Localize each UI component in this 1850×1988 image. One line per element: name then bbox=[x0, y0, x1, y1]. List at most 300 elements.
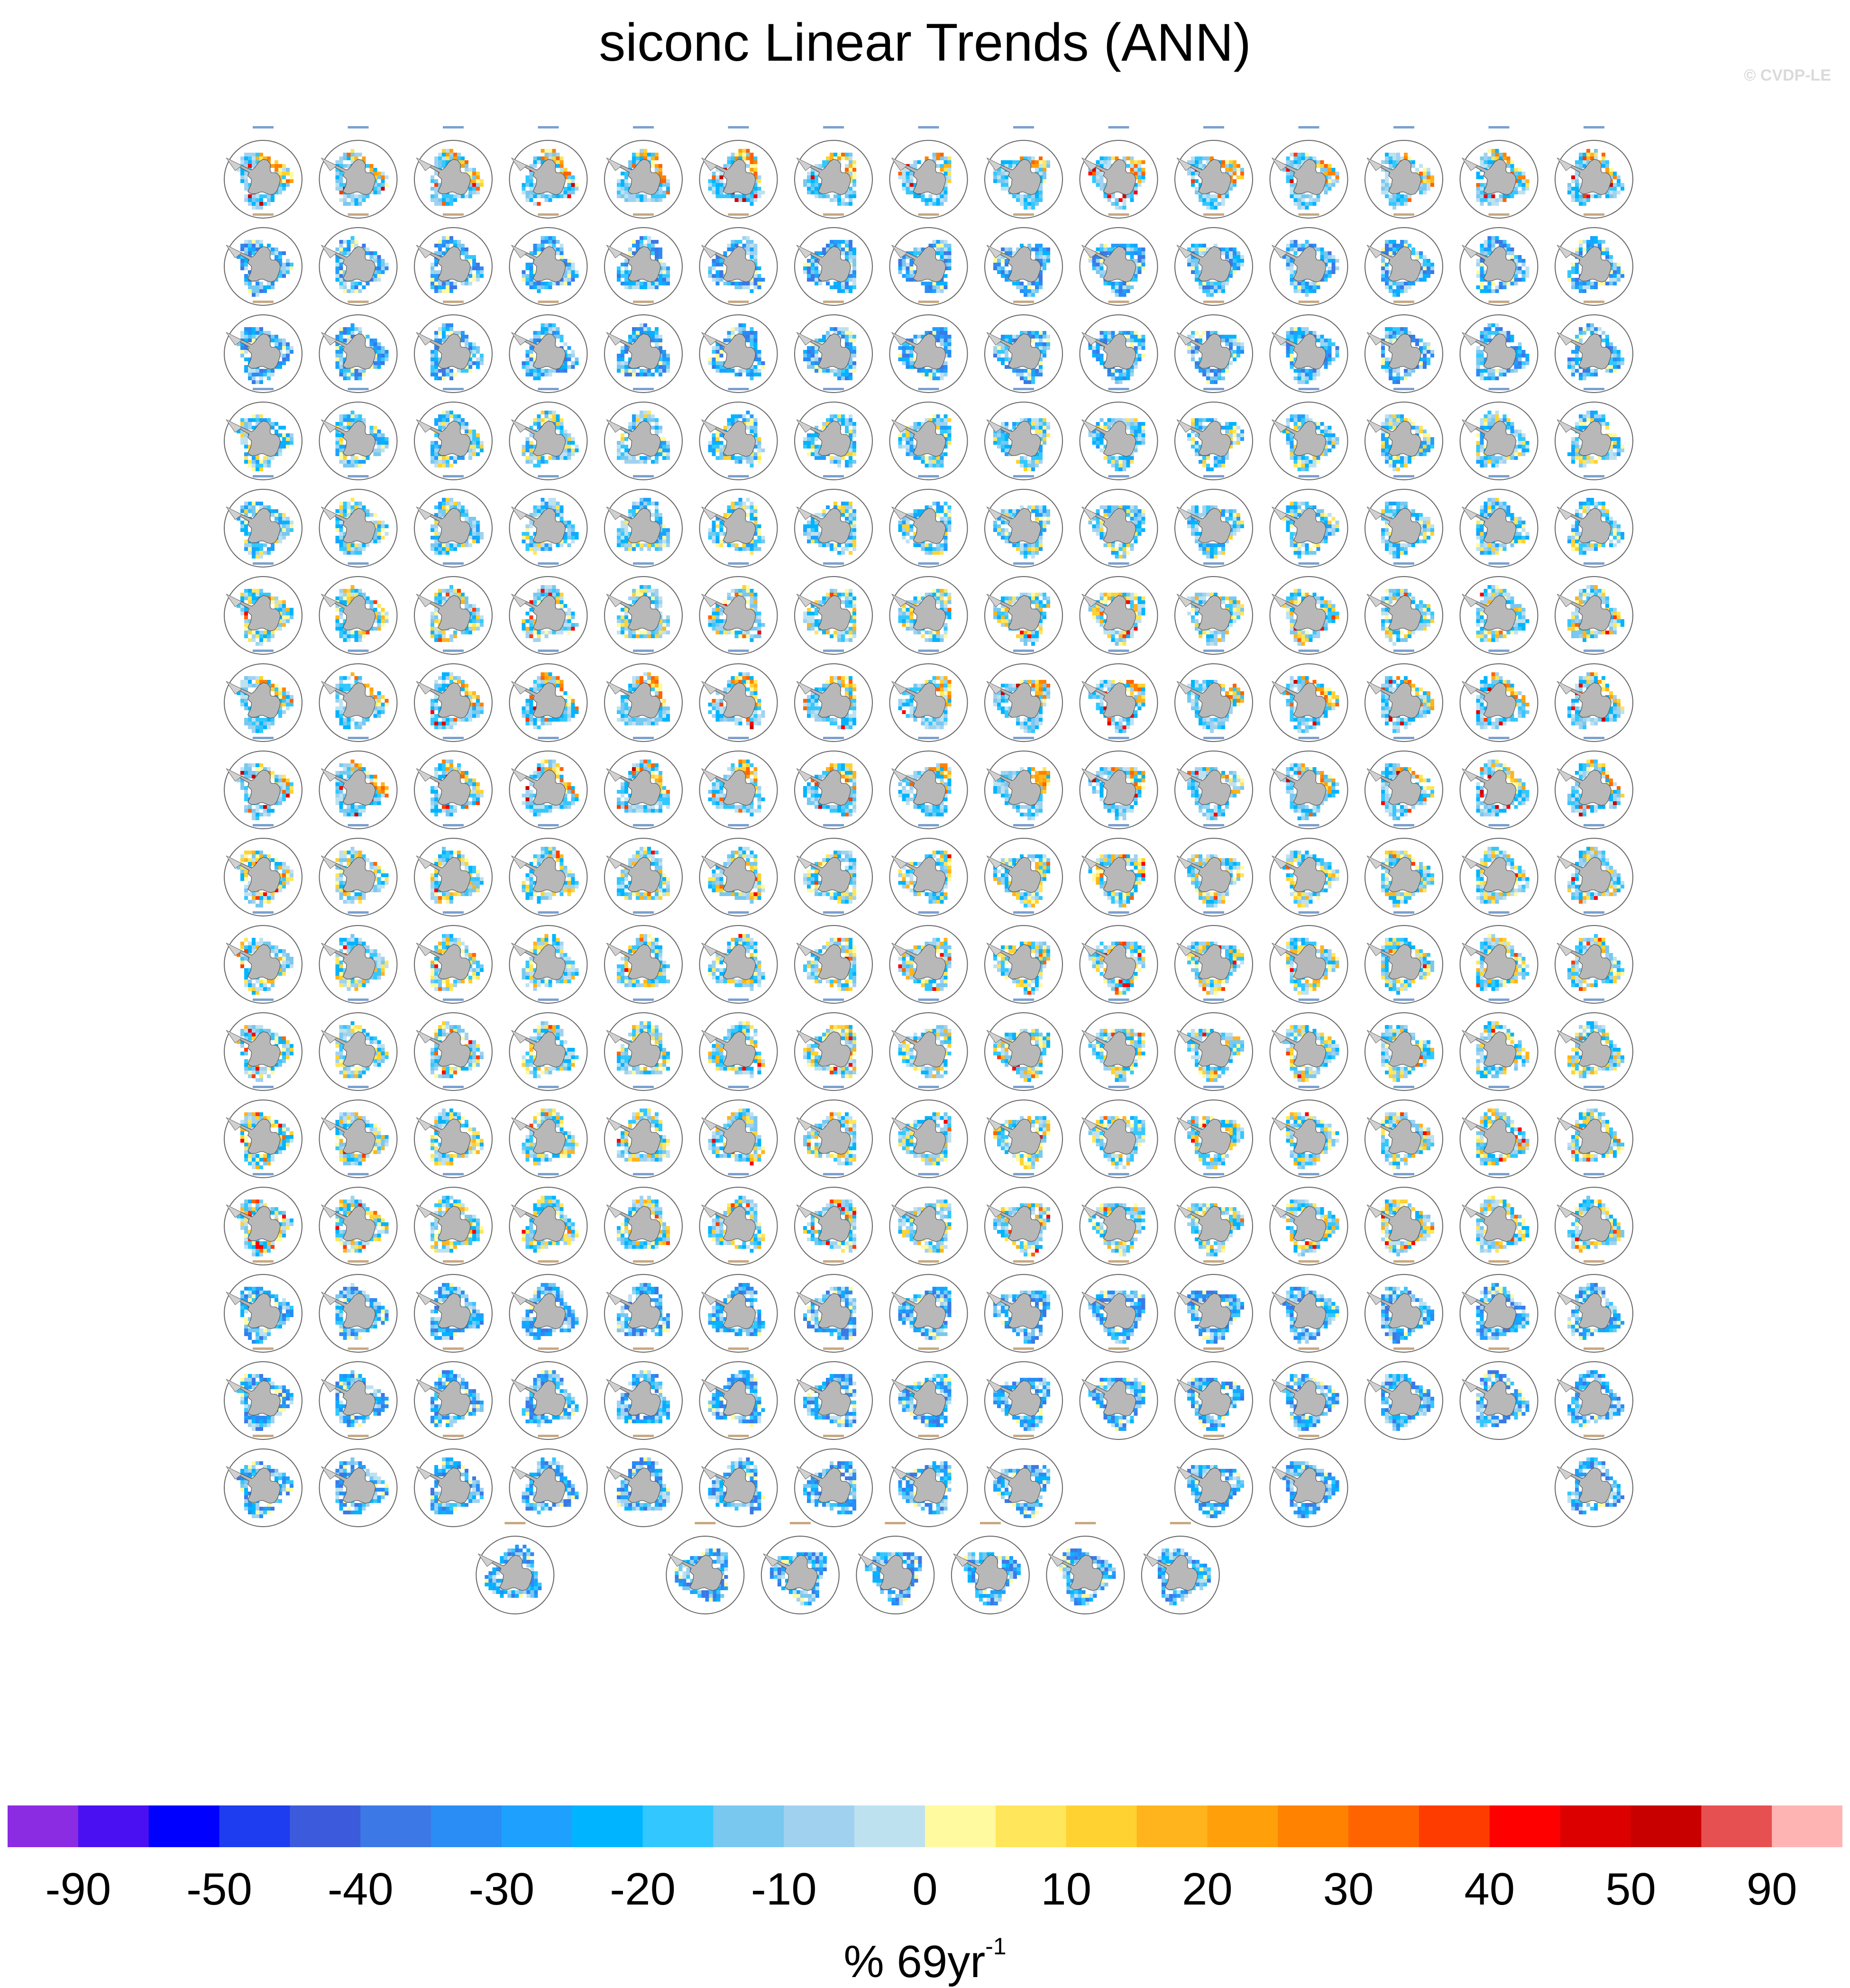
trend-cell bbox=[948, 172, 952, 175]
trend-cell bbox=[259, 202, 263, 206]
trend-cell bbox=[1123, 194, 1126, 198]
trend-cell bbox=[1594, 153, 1598, 156]
trend-cell bbox=[830, 198, 833, 202]
trend-cell bbox=[993, 172, 997, 175]
trend-cell bbox=[434, 187, 438, 191]
trend-cell bbox=[355, 282, 358, 285]
trend-cell bbox=[564, 274, 568, 278]
trend-cell bbox=[933, 198, 936, 202]
trend-cell bbox=[1575, 172, 1579, 175]
trend-cell bbox=[659, 278, 662, 282]
trend-cell bbox=[1427, 187, 1430, 191]
trend-cell bbox=[339, 278, 343, 282]
panel-title bbox=[443, 213, 464, 216]
trend-cell bbox=[1005, 187, 1008, 191]
trend-cell bbox=[541, 236, 545, 240]
trend-cell bbox=[1027, 202, 1031, 206]
trend-cell bbox=[845, 202, 849, 206]
trend-cell bbox=[750, 168, 754, 172]
trend-cell bbox=[446, 194, 449, 198]
trend-cell bbox=[1286, 172, 1290, 175]
trend-cell bbox=[1400, 198, 1404, 202]
trend-cell bbox=[1579, 164, 1583, 168]
trend-cell bbox=[1503, 153, 1507, 156]
trend-cell bbox=[472, 179, 476, 183]
trend-cell bbox=[1313, 202, 1317, 206]
trend-cell bbox=[244, 198, 248, 202]
trend-cell bbox=[1130, 194, 1134, 198]
trend-cell bbox=[852, 194, 856, 198]
trend-cell bbox=[244, 183, 248, 187]
trend-cell bbox=[468, 194, 472, 198]
trend-cell bbox=[530, 183, 533, 187]
trend-cell bbox=[541, 244, 545, 247]
trend-cell bbox=[545, 194, 549, 198]
trend-cell bbox=[724, 194, 727, 198]
trend-cell bbox=[1024, 194, 1027, 198]
trend-cell bbox=[1336, 179, 1339, 183]
trend-cell bbox=[1396, 198, 1400, 202]
trend-cell bbox=[1001, 160, 1005, 164]
map-panel bbox=[604, 126, 682, 218]
trend-cell bbox=[275, 164, 278, 168]
trend-cell bbox=[537, 285, 541, 289]
trend-cell bbox=[461, 164, 465, 168]
trend-cell bbox=[571, 179, 575, 183]
trend-cell bbox=[655, 156, 659, 160]
trend-cell bbox=[339, 175, 343, 179]
trend-cell bbox=[552, 236, 556, 240]
trend-cell bbox=[845, 153, 849, 156]
trend-cell bbox=[560, 244, 564, 247]
trend-cell bbox=[537, 194, 541, 198]
trend-cell bbox=[526, 194, 530, 198]
trend-cell bbox=[1027, 206, 1031, 210]
trend-cell bbox=[1411, 164, 1415, 168]
trend-cell bbox=[1225, 164, 1229, 168]
trend-cell bbox=[1492, 198, 1495, 202]
trend-cell bbox=[750, 240, 754, 244]
trend-cell bbox=[240, 244, 244, 247]
trend-cell bbox=[1298, 194, 1301, 198]
trend-cell bbox=[944, 156, 948, 160]
map-panel bbox=[1555, 126, 1633, 218]
trend-cell bbox=[1221, 160, 1225, 164]
trend-cell bbox=[1096, 179, 1100, 183]
trend-cell bbox=[1236, 175, 1240, 179]
trend-cell bbox=[1108, 194, 1111, 198]
trend-cell bbox=[643, 285, 647, 289]
trend-cell bbox=[1240, 168, 1244, 172]
trend-cell bbox=[651, 198, 655, 202]
trend-cell bbox=[1605, 194, 1609, 198]
trend-cell bbox=[750, 247, 754, 251]
trend-cell bbox=[754, 274, 758, 278]
trend-cell bbox=[1488, 160, 1492, 164]
trend-cell bbox=[662, 179, 666, 183]
trend-cell bbox=[1111, 202, 1115, 206]
trend-cell bbox=[818, 194, 822, 198]
trend-cell bbox=[556, 251, 560, 255]
trend-cell bbox=[549, 282, 552, 285]
trend-cell bbox=[468, 255, 472, 259]
trend-cell bbox=[621, 282, 624, 285]
trend-cell bbox=[1298, 198, 1301, 202]
trend-cell bbox=[1236, 164, 1240, 168]
trend-cell bbox=[366, 164, 370, 168]
map-panel bbox=[320, 213, 397, 305]
trend-cell bbox=[366, 251, 370, 255]
trend-cell bbox=[286, 168, 290, 172]
trend-cell bbox=[1385, 156, 1389, 160]
trend-cell bbox=[1092, 179, 1096, 183]
trend-cell bbox=[940, 164, 944, 168]
trend-cell bbox=[1301, 153, 1305, 156]
trend-cell bbox=[244, 179, 248, 183]
trend-cell bbox=[1594, 149, 1598, 153]
trend-cell bbox=[1046, 160, 1050, 164]
trend-cell bbox=[476, 263, 480, 266]
trend-cell bbox=[472, 168, 476, 172]
trend-cell bbox=[533, 251, 537, 255]
trend-cell bbox=[1104, 194, 1108, 198]
trend-cell bbox=[647, 198, 651, 202]
trend-cell bbox=[1005, 179, 1008, 183]
trend-cell bbox=[1511, 194, 1514, 198]
trend-cell bbox=[286, 259, 290, 263]
trend-cell bbox=[940, 202, 944, 206]
trend-cell bbox=[1035, 194, 1039, 198]
trend-cell bbox=[271, 247, 275, 251]
trend-cell bbox=[374, 168, 377, 172]
trend-cell bbox=[1309, 194, 1313, 198]
trend-cell bbox=[1313, 156, 1317, 160]
trend-cell bbox=[370, 255, 374, 259]
trend-cell bbox=[256, 206, 259, 210]
trend-cell bbox=[1221, 194, 1225, 198]
trend-cell bbox=[385, 183, 389, 187]
trend-cell bbox=[442, 285, 446, 289]
trend-cell bbox=[948, 160, 952, 164]
trend-cell bbox=[716, 187, 720, 191]
trend-cell bbox=[1206, 206, 1210, 210]
trend-cell bbox=[746, 156, 750, 160]
trend-cell bbox=[476, 179, 480, 183]
trend-cell bbox=[1579, 194, 1583, 198]
trend-cell bbox=[651, 285, 655, 289]
trend-cell bbox=[724, 251, 727, 255]
trend-cell bbox=[944, 164, 948, 168]
trend-cell bbox=[750, 255, 754, 259]
trend-cell bbox=[244, 282, 248, 285]
trend-cell bbox=[522, 270, 526, 274]
trend-cell bbox=[1328, 187, 1332, 191]
trend-cell bbox=[997, 172, 1001, 175]
trend-cell bbox=[256, 282, 259, 285]
trend-cell bbox=[1100, 156, 1104, 160]
trend-cell bbox=[731, 240, 735, 244]
trend-cell bbox=[461, 247, 465, 251]
trend-cell bbox=[655, 168, 659, 172]
trend-cell bbox=[549, 153, 552, 156]
trend-cell bbox=[655, 255, 659, 259]
trend-cell bbox=[530, 266, 533, 270]
trend-cell bbox=[461, 160, 465, 164]
trend-cell bbox=[1423, 175, 1427, 179]
trend-cell bbox=[902, 179, 906, 183]
trend-cell bbox=[453, 282, 457, 285]
trend-cell bbox=[434, 183, 438, 187]
trend-cell bbox=[351, 236, 355, 240]
trend-cell bbox=[252, 285, 256, 289]
trend-cell bbox=[1336, 175, 1339, 179]
trend-cell bbox=[438, 251, 442, 255]
trend-cell bbox=[662, 282, 666, 285]
trend-cell bbox=[659, 194, 662, 198]
trend-cell bbox=[815, 187, 818, 191]
trend-cell bbox=[1134, 168, 1138, 172]
trend-cell bbox=[1571, 198, 1575, 202]
trend-cell bbox=[841, 156, 845, 160]
trend-cell bbox=[1332, 183, 1336, 187]
trend-cell bbox=[568, 270, 571, 274]
trend-cell bbox=[708, 270, 712, 274]
trend-cell bbox=[662, 274, 666, 278]
trend-cell bbox=[476, 266, 480, 270]
trend-cell bbox=[720, 278, 724, 282]
trend-cell bbox=[571, 266, 575, 270]
trend-cell bbox=[465, 168, 468, 172]
trend-cell bbox=[545, 285, 549, 289]
trend-cell bbox=[929, 198, 933, 202]
trend-cell bbox=[259, 194, 263, 198]
trend-cell bbox=[1195, 187, 1199, 191]
trend-cell bbox=[628, 247, 632, 251]
trend-cell bbox=[267, 156, 271, 160]
trend-cell bbox=[720, 263, 724, 266]
trend-cell bbox=[1575, 175, 1579, 179]
trend-cell bbox=[1332, 179, 1336, 183]
trend-cell bbox=[366, 282, 370, 285]
trend-cell bbox=[1492, 149, 1495, 153]
trend-cell bbox=[339, 274, 343, 278]
trend-cell bbox=[355, 285, 358, 289]
trend-cell bbox=[449, 236, 453, 240]
trend-cell bbox=[1518, 172, 1522, 175]
map-panel bbox=[795, 126, 872, 218]
trend-cell bbox=[731, 156, 735, 160]
trend-cell bbox=[446, 282, 449, 285]
trend-cell bbox=[1039, 187, 1043, 191]
trend-cell bbox=[822, 194, 826, 198]
trend-cell bbox=[1518, 183, 1522, 187]
trend-cell bbox=[1233, 179, 1236, 183]
trend-cell bbox=[811, 172, 815, 175]
trend-cell bbox=[256, 156, 259, 160]
trend-cell bbox=[1503, 194, 1507, 198]
trend-cell bbox=[651, 160, 655, 164]
trend-cell bbox=[1199, 156, 1202, 160]
trend-cell bbox=[841, 202, 845, 206]
trend-cell bbox=[240, 179, 244, 183]
trend-cell bbox=[940, 194, 944, 198]
trend-cell bbox=[754, 164, 758, 168]
trend-cell bbox=[256, 202, 259, 206]
trend-cell bbox=[248, 251, 252, 255]
trend-cell bbox=[256, 240, 259, 244]
trend-cell bbox=[434, 285, 438, 289]
trend-cell bbox=[446, 202, 449, 206]
trend-cell bbox=[948, 156, 952, 160]
trend-cell bbox=[533, 247, 537, 251]
trend-cell bbox=[564, 259, 568, 263]
trend-cell bbox=[1514, 191, 1518, 194]
trend-cell bbox=[530, 198, 533, 202]
trend-cell bbox=[526, 278, 530, 282]
trend-cell bbox=[430, 179, 434, 183]
trend-cell bbox=[617, 179, 621, 183]
trend-cell bbox=[636, 194, 640, 198]
trend-cell bbox=[1317, 194, 1320, 198]
trend-cell bbox=[560, 168, 564, 172]
trend-cell bbox=[282, 187, 286, 191]
trend-cell bbox=[343, 198, 347, 202]
trend-cell bbox=[1598, 194, 1602, 198]
trend-cell bbox=[434, 263, 438, 266]
trend-cell bbox=[1005, 160, 1008, 164]
trend-cell bbox=[852, 191, 856, 194]
trend-cell bbox=[1605, 160, 1609, 164]
trend-cell bbox=[252, 160, 256, 164]
trend-cell bbox=[248, 247, 252, 251]
trend-cell bbox=[256, 293, 259, 297]
trend-cell bbox=[526, 198, 530, 202]
trend-cell bbox=[541, 240, 545, 244]
trend-cell bbox=[522, 183, 526, 187]
trend-cell bbox=[434, 259, 438, 263]
trend-cell bbox=[286, 183, 290, 187]
trend-cell bbox=[849, 191, 852, 194]
trend-cell bbox=[339, 285, 343, 289]
trend-cell bbox=[1187, 172, 1191, 175]
trend-cell bbox=[1206, 198, 1210, 202]
trend-cell bbox=[526, 191, 530, 194]
trend-cell bbox=[545, 240, 549, 244]
trend-cell bbox=[1408, 194, 1411, 198]
trend-cell bbox=[754, 255, 758, 259]
trend-cell bbox=[993, 179, 997, 183]
trend-cell bbox=[256, 194, 259, 198]
trend-cell bbox=[1476, 183, 1480, 187]
trend-cell bbox=[1492, 194, 1495, 198]
trend-cell bbox=[640, 285, 643, 289]
trend-cell bbox=[449, 194, 453, 198]
trend-cell bbox=[476, 274, 480, 278]
panel-title bbox=[1203, 126, 1224, 128]
trend-cell bbox=[1233, 168, 1236, 172]
trend-cell bbox=[1130, 160, 1134, 164]
trend-cell bbox=[1511, 160, 1514, 164]
trend-cell bbox=[267, 198, 271, 202]
trend-cell bbox=[1043, 168, 1046, 172]
trend-cell bbox=[530, 285, 533, 289]
trend-cell bbox=[1392, 202, 1396, 206]
trend-cell bbox=[381, 259, 385, 263]
trend-cell bbox=[708, 187, 712, 191]
trend-cell bbox=[758, 282, 761, 285]
trend-cell bbox=[651, 244, 655, 247]
trend-cell bbox=[758, 274, 761, 278]
trend-cell bbox=[275, 251, 278, 255]
trend-cell bbox=[571, 278, 575, 282]
trend-cell bbox=[1609, 172, 1613, 175]
trend-cell bbox=[571, 274, 575, 278]
trend-cell bbox=[1096, 183, 1100, 187]
trend-cell bbox=[811, 187, 815, 191]
trend-cell bbox=[286, 266, 290, 270]
trend-cell bbox=[347, 244, 351, 247]
trend-cell bbox=[1518, 191, 1522, 194]
trend-cell bbox=[1575, 179, 1579, 183]
trend-cell bbox=[1476, 198, 1480, 202]
trend-cell bbox=[910, 183, 914, 187]
trend-cell bbox=[1419, 172, 1423, 175]
trend-cell bbox=[1328, 168, 1332, 172]
trend-cell bbox=[617, 191, 621, 194]
trend-cell bbox=[746, 244, 750, 247]
trend-cell bbox=[248, 160, 252, 164]
trend-cell bbox=[533, 156, 537, 160]
trend-cell bbox=[1476, 191, 1480, 194]
trend-cell bbox=[1419, 191, 1423, 194]
trend-cell bbox=[636, 153, 640, 156]
trend-cell bbox=[430, 266, 434, 270]
trend-cell bbox=[716, 191, 720, 194]
trend-cell bbox=[259, 153, 263, 156]
trend-cell bbox=[849, 194, 852, 198]
trend-cell bbox=[739, 285, 742, 289]
trend-cell bbox=[442, 236, 446, 240]
trend-cell bbox=[647, 153, 651, 156]
trend-cell bbox=[647, 282, 651, 285]
trend-cell bbox=[446, 198, 449, 202]
trend-cell bbox=[1507, 156, 1511, 160]
trend-cell bbox=[1586, 194, 1590, 198]
trend-cell bbox=[1617, 183, 1621, 187]
trend-cell bbox=[1001, 183, 1005, 187]
trend-cell bbox=[522, 191, 526, 194]
trend-cell bbox=[336, 175, 339, 179]
trend-cell bbox=[465, 282, 468, 285]
trend-cell bbox=[438, 160, 442, 164]
trend-cell bbox=[343, 202, 347, 206]
trend-cell bbox=[910, 179, 914, 183]
trend-cell bbox=[336, 274, 339, 278]
trend-cell bbox=[271, 164, 275, 168]
trend-cell bbox=[530, 278, 533, 282]
trend-cell bbox=[339, 266, 343, 270]
trend-cell bbox=[845, 156, 849, 160]
trend-cell bbox=[617, 194, 621, 198]
trend-cell bbox=[1488, 149, 1492, 153]
trend-cell bbox=[1602, 160, 1605, 164]
trend-cell bbox=[1605, 168, 1609, 172]
trend-cell bbox=[1236, 168, 1240, 172]
trend-cell bbox=[545, 153, 549, 156]
trend-cell bbox=[530, 172, 533, 175]
trend-cell bbox=[1567, 187, 1571, 191]
trend-cell bbox=[244, 240, 248, 244]
